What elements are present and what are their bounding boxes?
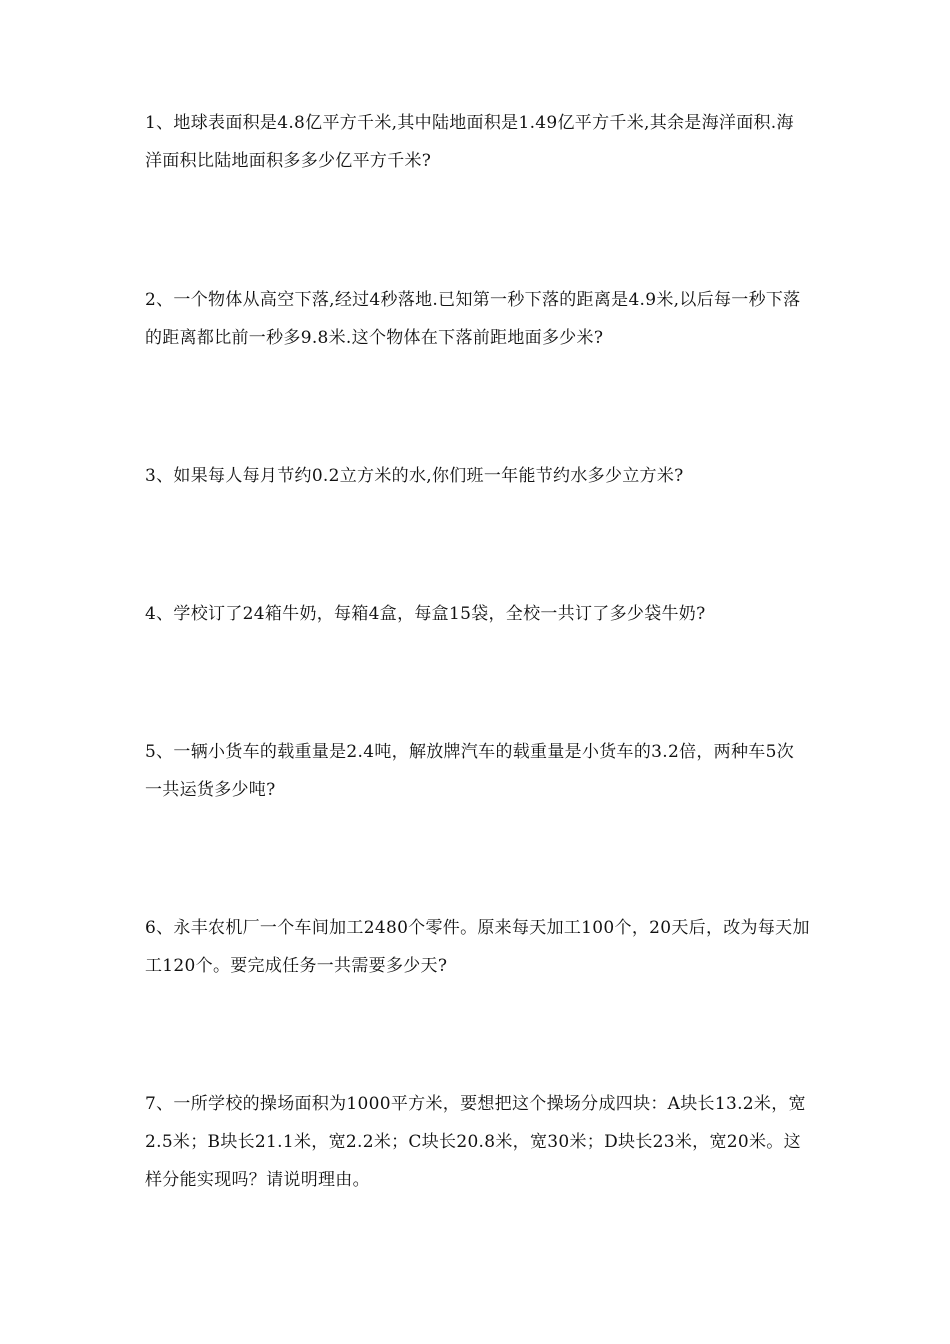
problem-6: 6、永丰农机厂一个车间加工2480个零件。原来每天加工100个，20天后，改为每天加工120个。要完成任务一共需要多少天? bbox=[145, 918, 810, 976]
problem-2: 2、一个物体从高空下落,经过4秒落地.已知第一秒下落的距离是4.9米,以后每一秒下落的距离都比前一秒多9.8米.这个物体在下落前距地面多少米? bbox=[145, 290, 801, 348]
problem-1: 1、地球表面积是4.8亿平方千米,其中陆地面积是1.49亿平方千米,其余是海洋面积.海洋面积比陆地面积多多少亿平方千米? bbox=[145, 113, 794, 171]
problem-3: 3、如果每人每月节约0.2立方米的水,你们班一年能节约水多少立方米? bbox=[145, 466, 684, 486]
problem-4: 4、学校订了24箱牛奶，每箱4盒，每盒15袋，全校一共订了多少袋牛奶? bbox=[145, 604, 706, 624]
problem-7: 7、一所学校的操场面积为1000平方米，要想把这个操场分成四块：A块长13.2米，宽2.5米；B块长21.1米，宽2.2米；C块长20.8米，宽30米；D块长23米，宽20米。这样分能实现吗？请说明理由。 bbox=[145, 1094, 806, 1190]
problem-5: 5、一辆小货车的载重量是2.4吨，解放牌汽车的载重量是小货车的3.2倍，两种车5次一共运货多少吨? bbox=[145, 742, 795, 800]
